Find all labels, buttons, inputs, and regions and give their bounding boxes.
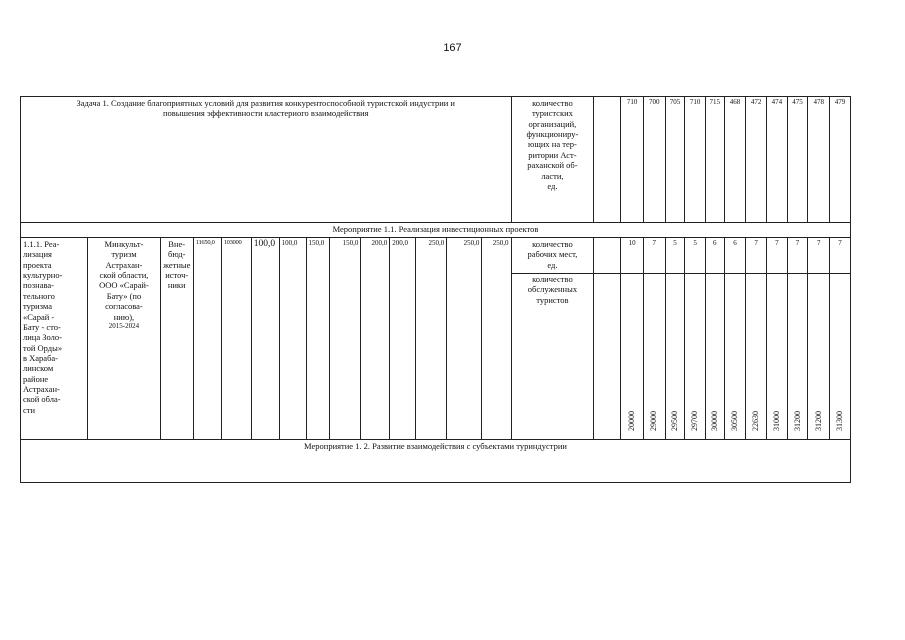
jobs-target: 5 [685,238,706,274]
indicator-tourists: количество обслуженных туристов [511,274,594,440]
jobs-target: 7 [643,238,665,274]
jobs-target: 7 [830,238,851,274]
tourists-target: 20000 [621,274,644,440]
event-1-1-title: Мероприятие 1.1. Реализация инвестиционных проектов [21,223,851,238]
funding-amount: 100,0 [251,238,279,440]
task-target: 710 [685,97,706,223]
tourists-target: 30000 [706,274,725,440]
funding-amount: 250,0 [416,238,447,440]
task-target: 472 [746,97,767,223]
event-1-2-title: Мероприятие 1. 2. Развитие взаимодействия с субъектами туриндустрии [21,440,851,483]
task-row [21,97,851,223]
indicator-unit-cell [594,238,621,274]
jobs-target: 6 [724,238,746,274]
activity-funding-source: Вне- бюд- жетные источ- ники [160,238,193,440]
page-number: 167 [443,42,462,54]
task-target: 705 [665,97,685,223]
jobs-target: 7 [746,238,767,274]
task-target: 710 [621,97,644,223]
activity-row [21,238,851,274]
task-target: 475 [787,97,808,223]
tourists-target: 30500 [724,274,746,440]
jobs-target: 7 [787,238,808,274]
event-header-row [21,440,851,483]
funding-amount: 150,0 [330,238,361,440]
task-target: 474 [767,97,788,223]
task-target: 468 [724,97,746,223]
jobs-target: 7 [767,238,788,274]
task-target: 479 [830,97,851,223]
tourists-target: 22630 [746,274,767,440]
tourists-target: 31200 [787,274,808,440]
activity-name: 1.1.1. Реа- лизация проекта культурно- познава- тельного туризма «Сарай - Бату - сто- лица Золо- той Орды» в Хараба- линском районе Астрахан- ской обла- сти [21,238,88,440]
funding-amount: 100,0 [279,238,306,440]
activity-executor: Минкульт- туризм Астрахан- ской области, ООО «Сарай- Бату» (по согласова- нию), 2015-2024 [88,238,160,440]
funding-amount: 103000 [221,238,251,440]
task-target: 478 [808,97,830,223]
program-table [20,96,851,483]
funding-amount: 250,0 [482,238,511,440]
indicator-unit-cell [594,274,621,440]
jobs-target: 6 [706,238,725,274]
jobs-target: 7 [808,238,830,274]
event-header-row [21,223,851,238]
tourists-target: 31300 [830,274,851,440]
jobs-target: 5 [665,238,685,274]
funding-amount: 200,0 [361,238,390,440]
task-target: 715 [706,97,725,223]
tourists-target: 29700 [685,274,706,440]
jobs-target: 10 [621,238,644,274]
task-unit-cell [594,97,621,223]
funding-amount: 250,0 [447,238,482,440]
funding-amount: 200,0 [390,238,416,440]
tourists-target: 29000 [643,274,665,440]
tourists-target: 29500 [665,274,685,440]
task-target: 700 [643,97,665,223]
task-title: Задача 1. Создание благоприятных условий для развития конкурентоспособной туристской индустрии и повышения эффективности кластериого взаимодействия [21,97,512,223]
funding-amount: 11650,0 [193,238,221,440]
indicator-jobs: количество рабочих мест, ед. [511,238,594,274]
funding-amount: 150,0 [306,238,330,440]
tourists-target: 31200 [808,274,830,440]
task-indicator: количество туристских организаций, функциониру- ющих на тер- ритории Аст- раханской об- ласти, ед. [511,97,594,223]
tourists-target: 31000 [767,274,788,440]
